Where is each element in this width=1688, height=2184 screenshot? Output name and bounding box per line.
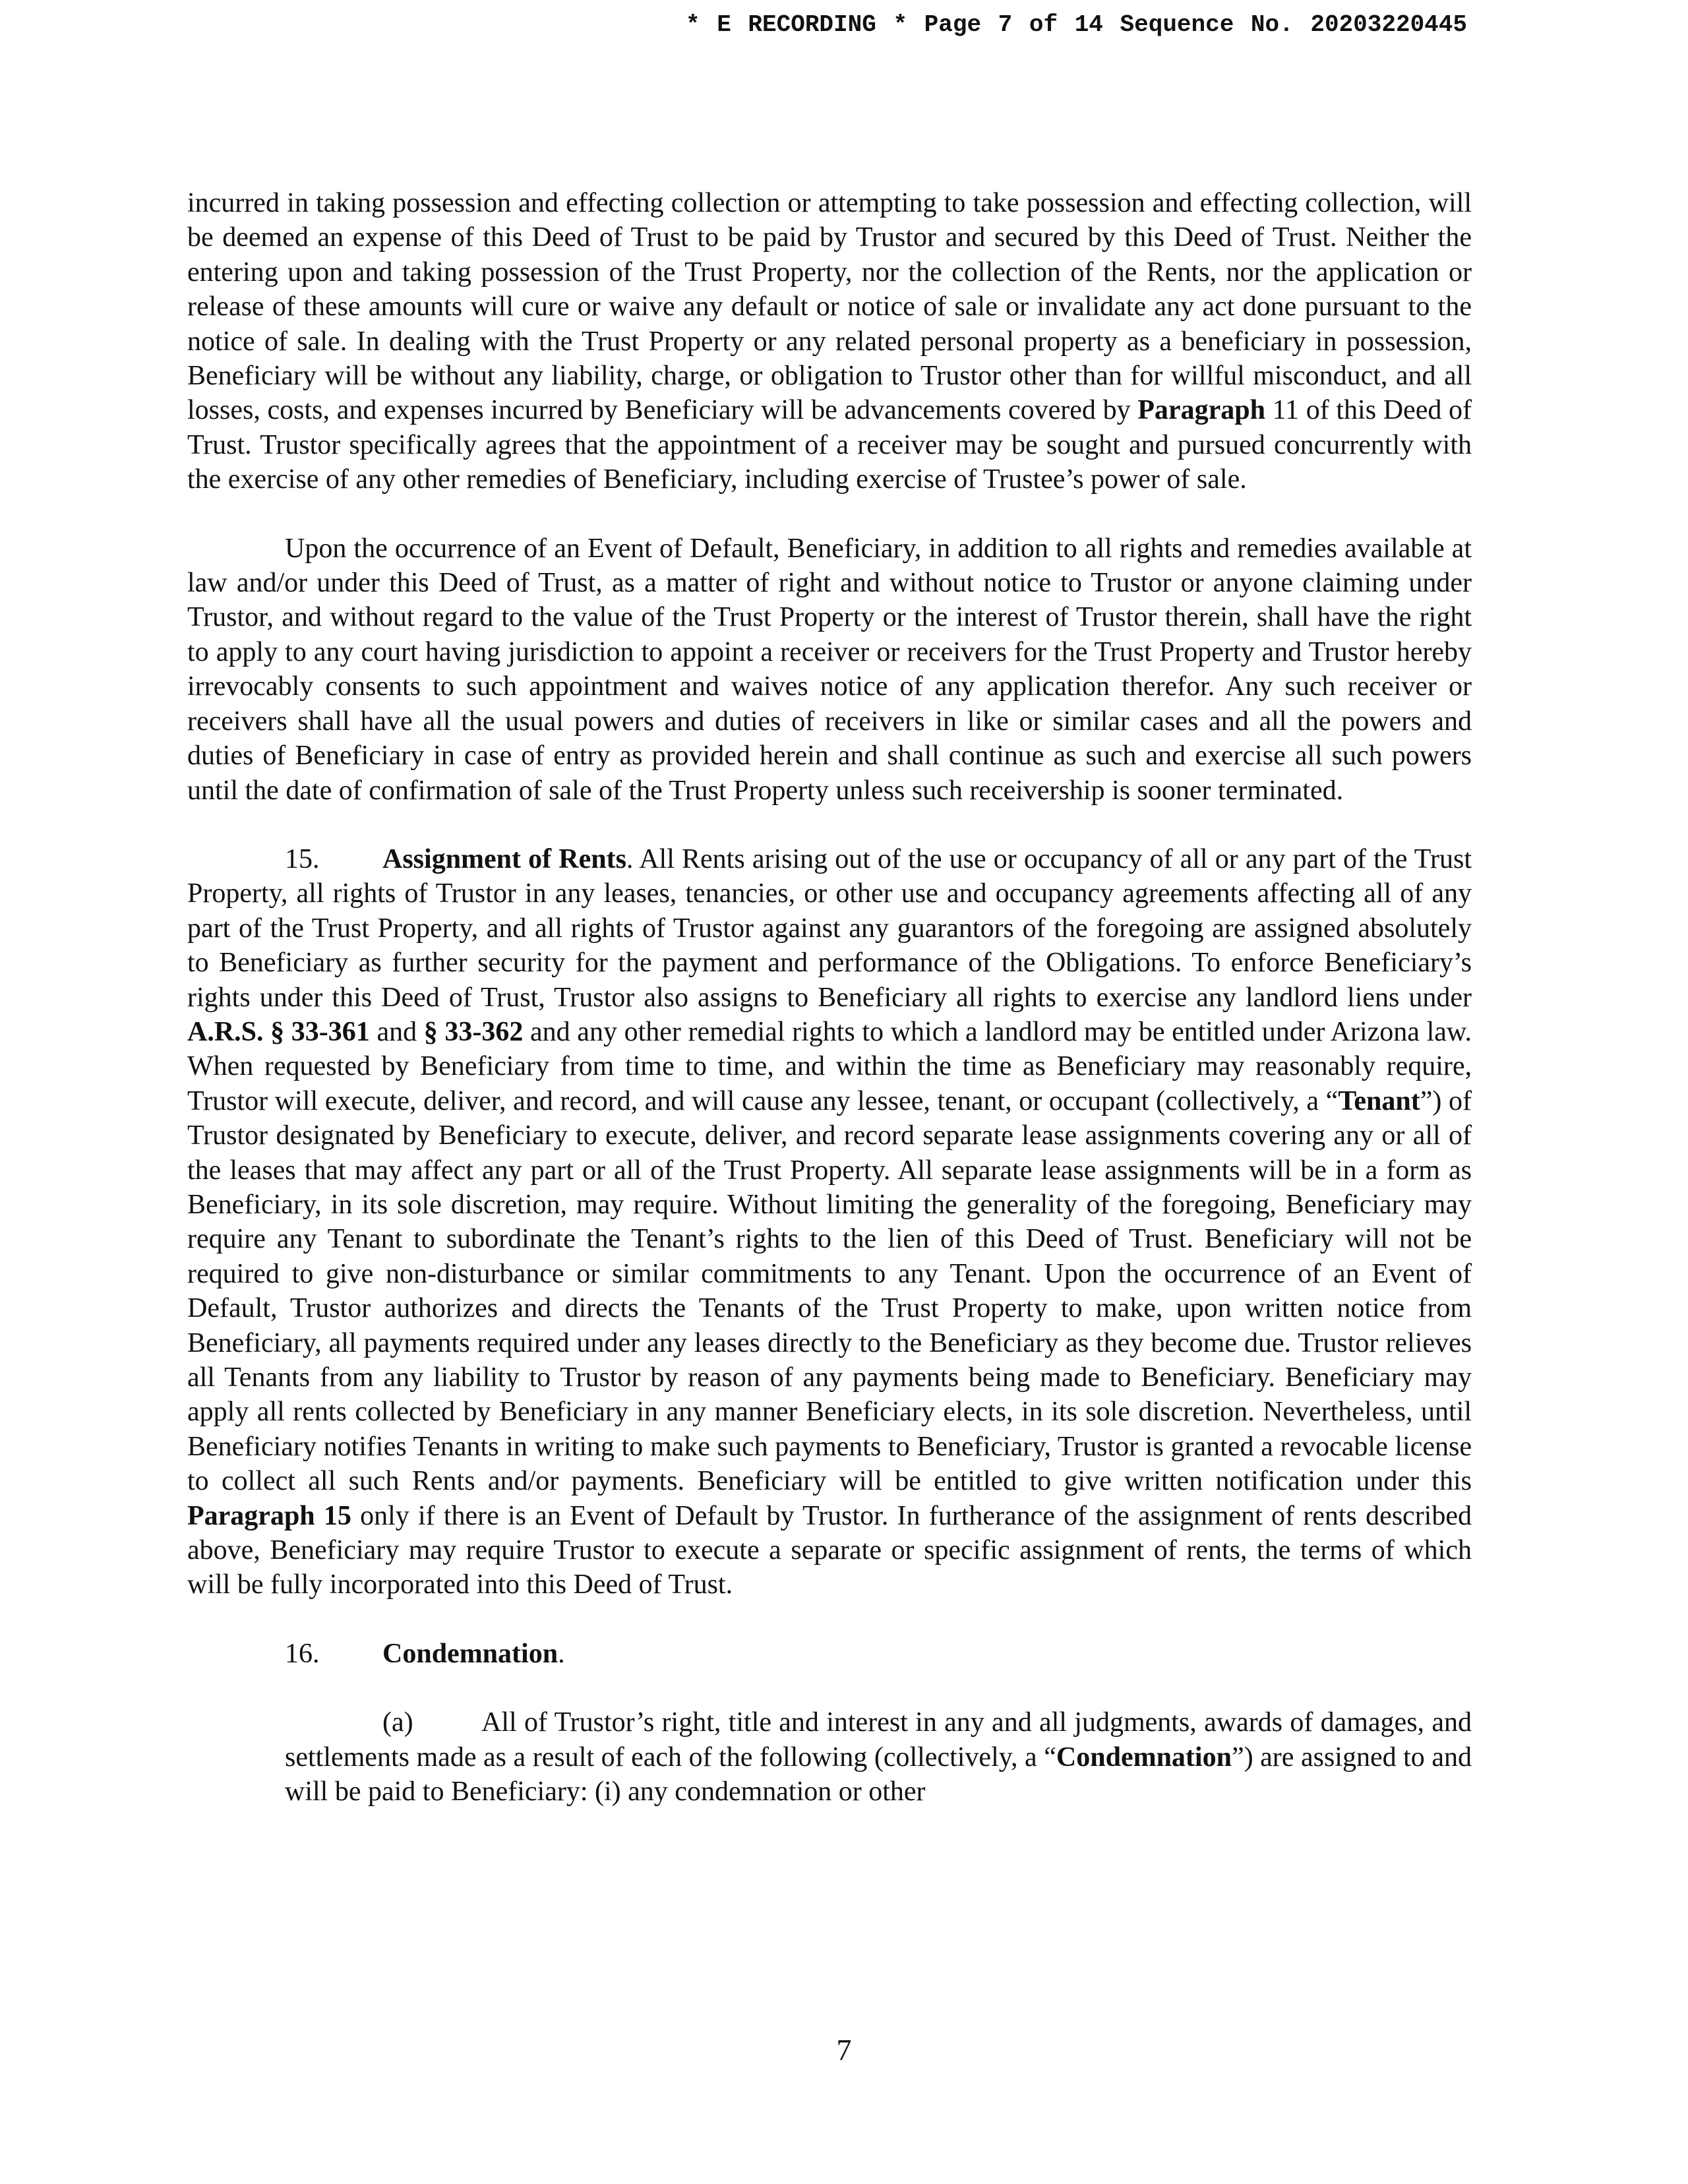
page-number: 7 <box>836 2033 852 2067</box>
section-number: 15. <box>285 843 320 874</box>
section-title: Assignment of Rents <box>382 843 626 874</box>
section-number: 16. <box>285 1638 320 1669</box>
section-16-heading: 16. Condemnation. <box>285 1637 1472 1671</box>
section-title: Condemnation <box>382 1638 558 1669</box>
recording-header: * E RECORDING * Page 7 of 14 Sequence No. 20203220445 <box>686 11 1467 38</box>
section-15-assignment-of-rents: 15. Assignment of Rents. All Rents arising out of the use or occupancy of all or any part of the Trust Property, all rights of Trustor in any leases, tenancies, or other use and occupancy agreements affecting all of any part of the Trust Property, and all rights of Trustor against any guarantors of the foregoing are assigned absolutely to Beneficiary as further security for the payment and performance of the Obligations. To enforce Beneficiary’s rights under this Deed of Trust, Trustor also assigns to Beneficiary all rights to exercise any landlord liens under A.R.S. § 33-361 and § 33-362 and any other remedial rights to which a landlord may be entitled under Arizona law. When requested by Beneficiary from time to time, and within the time as Beneficiary may reasonably require, Trustor will execute, deliver, and record, and will cause any lessee, tenant, or occupant (collectively, a “Tenant”) of Trustor designated by Beneficiary to execute, deliver, and record separate lease assignments covering any or all of the leases that may affect any part or all of the Trust Property. All separate lease assignments will be in a form as Beneficiary, in its sole discretion, may require. Without limiting the generality of the foregoing, Beneficiary may require any Tenant to subordinate the Tenant’s rights to the lien of this Deed of Trust. Beneficiary will not be required to give non-disturbance or similar commitments to any Tenant. Upon the occurrence of an Event of Default, Trustor authorizes and directs the Tenants of the Trust Property to make, upon written notice from Beneficiary, all payments required under any leases directly to the Beneficiary as they become due. Trustor relieves all Tenants from any liability to Trustor by reason of any payments being made to Beneficiary. Beneficiary may apply all rents collected by Beneficiary in any manner Beneficiary elects, in its sole discretion. Nevertheless, until Beneficiary notifies Tenants in writing to make such payments to Beneficiary, Trustor is granted a revocable license to collect all such Rents and/or payments. Beneficiary will be entitled to give written notification under this Paragraph 15 only if there is an Event of Default by Trustor. In furtherance of the assignment of rents described above, Beneficiary may require Trustor to execute a separate or specific assignment of rents, the terms of which will be fully incorporated into this Deed of Trust. <box>187 842 1472 1602</box>
subsection-label: (a) <box>382 1707 413 1738</box>
section-16a-paragraph: (a) All of Trustor’s right, title and interest in any and all judgments, awards of damages, and settlements made as a result of each of the following (collectively, a “Condemnation”) are assigned to and will be paid to Beneficiary: (i) any condemnation or other <box>285 1705 1472 1809</box>
document-body <box>187 186 1472 1843</box>
paragraph-receiver-appointment: Upon the occurrence of an Event of Default, Beneficiary, in addition to all rights and remedies available at law and/or under this Deed of Trust, as a matter of right and without notice to Trustor or anyone claiming under Trustor, and without regard to the value of the Trust Property or the interest of Trustor therein, shall have the right to apply to any court having jurisdiction to appoint a receiver or receivers for the Trust Property and Trustor hereby irrevocably consents to such appointment and waives notice of any application therefor. Any such receiver or receivers shall have all the usual powers and duties of receivers in like or similar cases and all the powers and duties of Beneficiary in case of entry as provided herein and shall continue as such and exercise all such powers until the date of confirmation of sale of the Trust Property unless such receivership is sooner terminated. <box>187 533 1472 806</box>
paragraph-receiver-expenses: incurred in taking possession and effecting collection or attempting to take possession and effecting collection, will be deemed an expense of this Deed of Trust to be paid by Trustor and secured by this Deed of Trust. Neither the entering upon and taking possession of the Trust Property, nor the collection of the Rents, nor the application or release of these amounts will cure or waive any default or notice of sale or invalidate any act done pursuant to the notice of sale. In dealing with the Trust Property or any related personal property as a beneficiary in possession, Beneficiary will be without any liability, charge, or obligation to Trustor other than for willful misconduct, and all losses, costs, and expenses incurred by Beneficiary will be advancements covered by Paragraph 11 of this Deed of Trust. Trustor specifically agrees that the appointment of a receiver may be sought and pursued concurrently with the exercise of any other remedies of Beneficiary, including exercise of Trustee’s power of sale. <box>187 188 1472 495</box>
